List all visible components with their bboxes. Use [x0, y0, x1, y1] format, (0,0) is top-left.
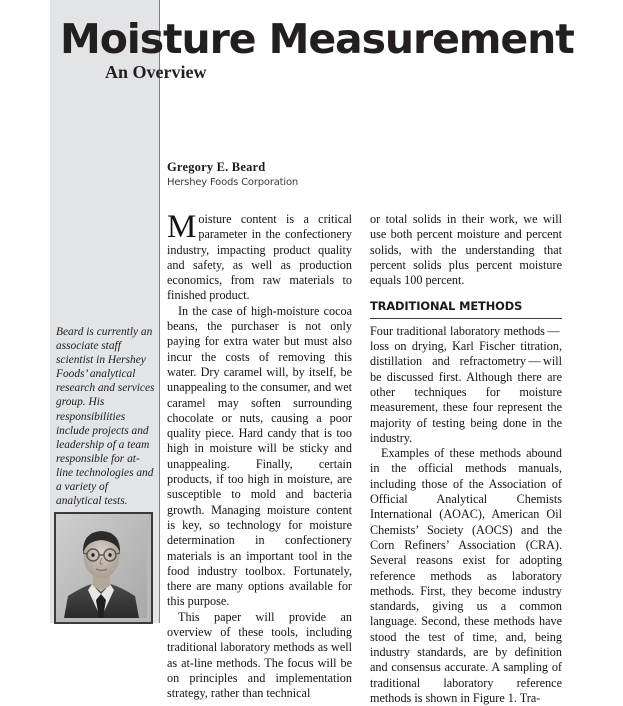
author-organization: Hershey Foods Corporation: [167, 177, 299, 188]
paragraph-official-manuals: Examples of these methods abound in the official methods manuals, including those of the Association of Official Analytical Chemists International (AOAC), American Oil Chemists’ Society (AOCS) and the Corn Refiners’ Association (CRA). Several reasons exist for adopting reference methods as laboratory methods. First, they become industry standards, giving us a common language. Second, these methods have stood the test of time, and, being industry standards, are by definition and consensus accurate. A sampling of traditional laboratory reference methods is shown in Figure 1. Tra-: [370, 446, 562, 705]
paragraph-opening: [167, 209, 352, 304]
masthead: [0, 0, 623, 105]
byline: [167, 160, 367, 188]
body-column-left: [167, 209, 352, 702]
paragraph-cocoa-beans: In the case of high-moisture cocoa beans, the purchaser is not only paying for extra water but must also incur the costs of removing this water. Dry caramel will, by itself, be unappealing to the consumer, and wet caramel may soften surrounding chocolate or nuts, causing a poor quality piece. Hard candy that is too high in moisture will be sticky and unappealing. Finally, certain products, if too high in moisture, are susceptible to mold and bacteria growth. Managing moisture content is key, so technology for moisture determination in confectionery materials is an important tool in the food industry toolbox. Fortunately, there are many options available for this purpose.: [167, 303, 352, 609]
paragraph-paper-overview: This paper will provide an overview of these tools, including traditional laboratory methods as well as at-line methods. The focus will be on principles and implementation strategy, rather than technical: [167, 609, 352, 701]
paragraph-four-methods: Four traditional laboratory methods — loss on drying, Karl Fischer titration, distillation and refractometry — will be discussed first. Although there are other techniques for moisture measurement, these four represent the majority of testing being done in the industry.: [370, 323, 562, 445]
portrait-image: [56, 514, 147, 618]
paragraph-opening-text: oisture content is a critical parameter in the confectionery industry, impacting product quality and safety, as well as production economics, from raw materials to finished product.: [167, 212, 352, 303]
author-portrait-photo: [54, 512, 153, 624]
drop-cap: M: [167, 209, 197, 245]
page-title: Moisture Measurement: [60, 15, 574, 63]
paragraph-total-solids: or total solids in their work, we will use both percent moisture and percent solids, with the understanding that percent solids plus percent moisture equals 100 percent.: [370, 212, 562, 288]
author-name: Gregory E. Beard: [167, 160, 266, 174]
section-heading-traditional-methods: TRADITIONAL METHODS: [370, 299, 523, 314]
body-column-right: [370, 212, 562, 706]
section-heading-rule: [370, 318, 562, 319]
author-bio: Beard is currently an associate staff scientist in Hershey Foods’ analytical research and services group. His responsibilities include projects and leadership of a team responsible for at-line technologies and a variety of analytical tests.: [56, 326, 155, 508]
page-subtitle: An Overview: [105, 62, 207, 82]
